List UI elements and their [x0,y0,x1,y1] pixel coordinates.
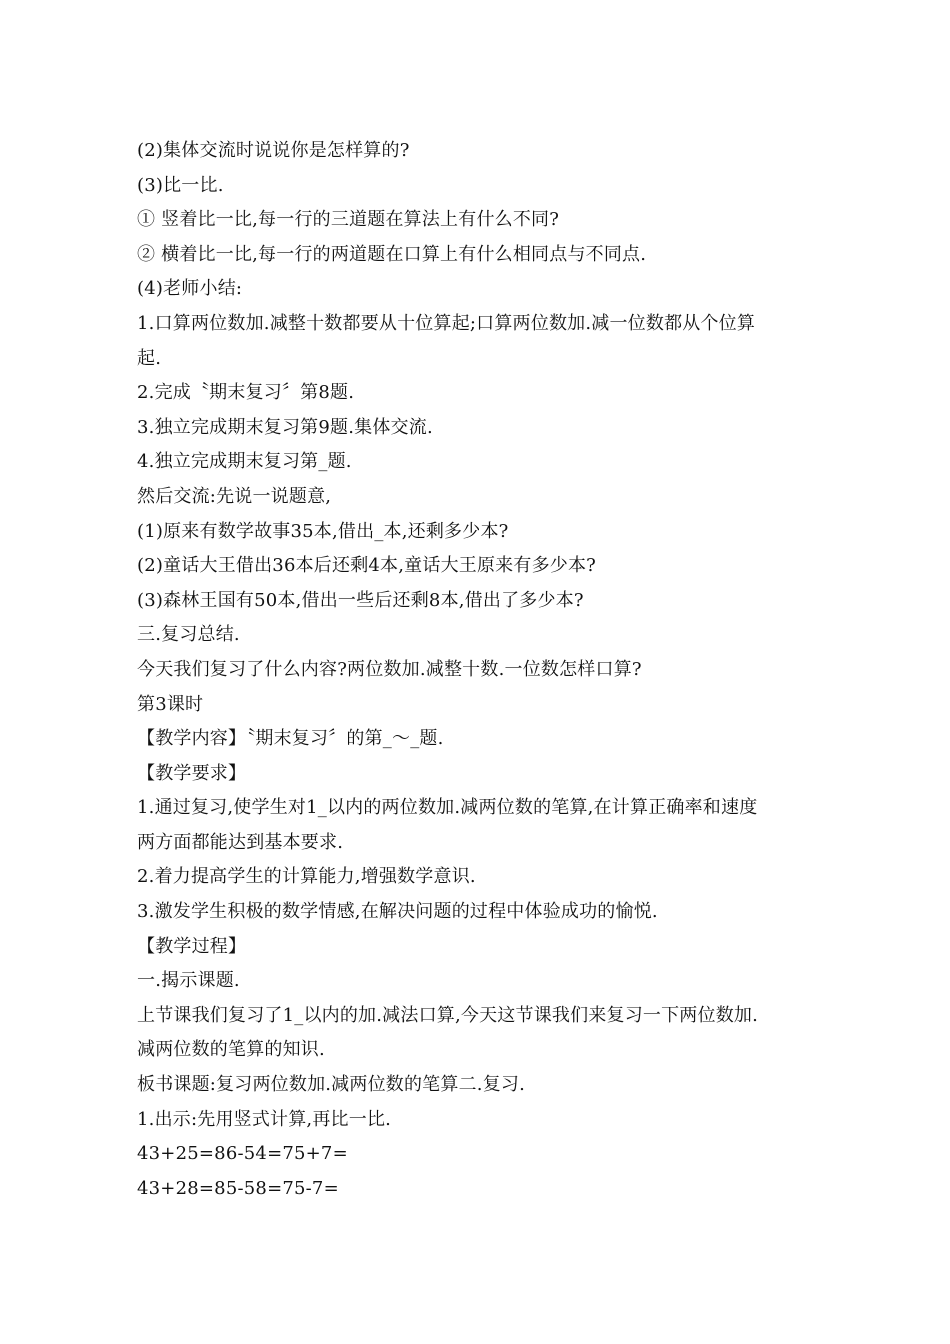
teaching-requirements-heading: 【教学要求】 [137,762,247,784]
equation-line: 43+28=85-58=75-7= [137,1177,339,1199]
teaching-process-heading: 【教学过程】 [137,935,247,957]
text-line: 减两位数的笔算的知识. [137,1039,325,1061]
text-line: 2.着力提高学生的计算能力,增强数学意识. [137,866,476,888]
text-line: (1)原来有数学故事35本,借出_本,还剩多少本? [137,520,509,542]
text-line: (3)比一比. [137,174,224,196]
text-line: (2)童话大王借出36本后还剩4本,童话大王原来有多少本? [137,555,597,577]
document-body [137,134,827,1206]
text-line: 起. [137,347,162,369]
text-line: ② 横着比一比,每一行的两道题在口算上有什么相同点与不同点. [137,243,647,265]
text-line: (3)森林王国有50本,借出一些后还剩8本,借出了多少本? [137,589,584,611]
text-line: 2.完成〝期末复习〞第8题. [137,382,355,404]
text-line: 板书课题:复习两位数加.减两位数的笔算二.复习. [137,1074,526,1096]
text-line: 1.通过复习,使学生对1_以内的两位数加.减两位数的笔算,在计算正确率和速度 [137,797,758,819]
text-line: 1.出示:先用竖式计算,再比一比. [137,1108,392,1130]
section-heading: 三.复习总结. [137,624,240,646]
text-line: (4)老师小结: [137,278,243,300]
lesson-heading: 第3课时 [137,693,204,715]
equation-line: 43+25=86-54=75+7= [137,1143,348,1165]
text-line: 3.独立完成期末复习第9题.集体交流. [137,416,433,438]
text-line: 今天我们复习了什么内容?两位数加.减整十数.一位数怎样口算? [137,658,642,680]
text-line: 1.口算两位数加.减整十数都要从十位算起;口算两位数加.减一位数都从个位算 [137,312,756,334]
text-line: 4.独立完成期末复习第_题. [137,451,352,473]
text-line: 两方面都能达到基本要求. [137,831,344,853]
text-line: 3.激发学生积极的数学情感,在解决问题的过程中体验成功的愉悦. [137,901,658,923]
section-heading: 一.揭示课题. [137,970,240,992]
teaching-content-line: 【教学内容】〝期末复习〞的第_～_题. [137,728,444,750]
text-line: ① 竖着比一比,每一行的三道题在算法上有什么不同? [137,209,560,231]
text-line: (2)集体交流时说说你是怎样算的? [137,140,410,161]
text-line: 然后交流:先说一说题意, [137,485,332,507]
text-line: 上节课我们复习了1_以内的加.减法口算,今天这节课我们来复习一下两位数加. [137,1004,759,1026]
